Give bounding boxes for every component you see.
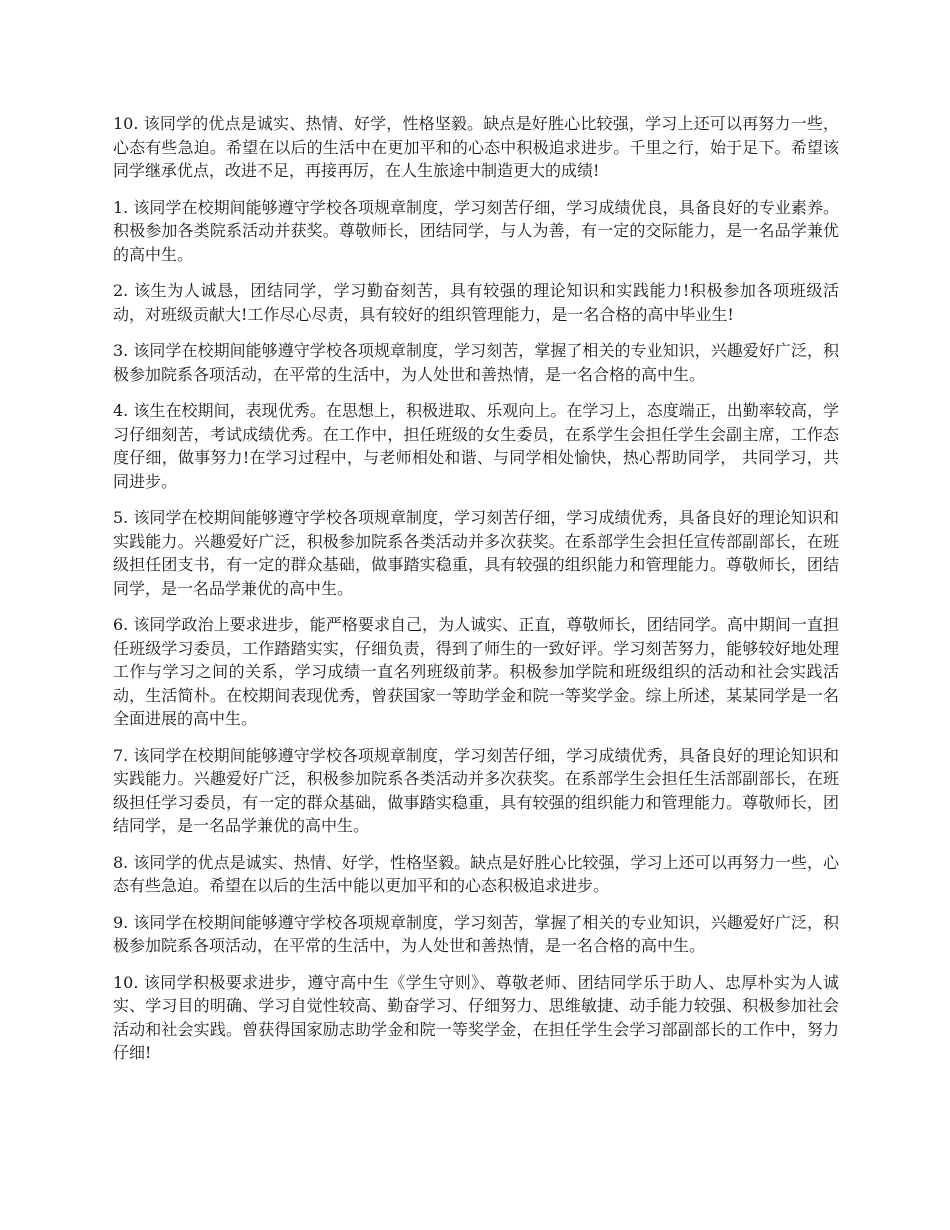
paragraph-1: 10. 该同学的优点是诚实、热情、好学，性格坚毅。缺点是好胜心比较强，学习上还可以再努力一些，心态有些急迫。希望在以后的生活中在更加平和的心态中积极追求进步。千里之行，始于足下。希望该同学继承优点，改进不足，再接再厉，在人生旅途中制造更大的成绩! [113,114,839,180]
paragraph-10: 9. 该同学在校期间能够遵守学校各项规章制度，学习刻苦，掌握了相关的专业知识，兴趣爱好广泛，积极参加院系各项活动，在平常的生活中，为人处世和善热情，是一名合格的高中生。 [113,912,839,955]
paragraph-7: 6. 该同学政治上要求进步，能严格要求自己，为人诚实、正直，尊敬师长，团结同学。高中期间一直担任班级学习委员，工作踏踏实实，仔细负责，得到了师生的一致好评。学习刻苦努力，能够较好地处理工作与学习之间的关系，学习成绩一直名列班级前茅。积极参加学院和班级组织的活动和社会实践活动，生活简朴。在校期间表现优秀，曾获国家一等助学金和院一等奖学金。综上所述，某某同学是一名全面进展的高中生。 [113,615,839,728]
paragraph-6: 5. 该同学在校期间能够遵守学校各项规章制度，学习刻苦仔细，学习成绩优秀，具备良好的理论知识和实践能力。兴趣爱好广泛，积极参加院系各类活动并多次获奖。在系部学生会担任宣传部副部长，在班级担任团支书，有一定的群众基础，做事踏实稳重，具有较强的组织能力和管理能力。尊敬师长，团结同学，是一名品学兼优的高中生。 [113,508,839,598]
paragraph-11: 10. 该同学积极要求进步，遵守高中生《学生守则》、尊敬老师、团结同学乐于助人、忠厚朴实为人诚实、学习目的明确、学习自觉性较高、勤奋学习、仔细努力、思维敏捷、动手能力较强、积极参加社会活动和社会实践。曾获得国家励志助学金和院一等奖学金，在担任学生会学习部副部长的工作中，努力仔细! [113,972,839,1062]
paragraph-3: 2. 该生为人诚恳，团结同学，学习勤奋刻苦，具有较强的理论知识和实践能力!积极参加各项班级活动，对班级贡献大!工作尽心尽责，具有较好的组织管理能力，是一名合格的高中毕业生! [113,281,839,324]
paragraph-5: 4. 该生在校期间，表现优秀。在思想上，积极进取、乐观向上。在学习上，态度端正，出勤率较高，学习仔细刻苦，考试成绩优秀。在工作中，担任班级的女生委员，在系学生会担任学生会副主席，工作态度仔细，做事努力!在学习过程中，与老师相处和谐、与同学相处愉快，热心帮助同学， 共同学习，共同进步。 [113,401,839,491]
paragraph-8: 7. 该同学在校期间能够遵守学校各项规章制度，学习刻苦仔细，学习成绩优秀，具备良好的理论知识和实践能力。兴趣爱好广泛，积极参加院系各类活动并多次获奖。在系部学生会担任生活部副部长，在班级担任学习委员，有一定的群众基础，做事踏实稳重，具有较强的组织能力和管理能力。尊敬师长，团结同学，是一名品学兼优的高中生。 [113,745,839,835]
paragraph-9: 8. 该同学的优点是诚实、热情、好学，性格坚毅。缺点是好胜心比较强，学习上还可以再努力一些，心态有些急迫。希望在以后的生活中能以更加平和的心态积极追求进步。 [113,852,839,895]
paragraph-4: 3. 该同学在校期间能够遵守学校各项规章制度，学习刻苦，掌握了相关的专业知识，兴趣爱好广泛，积极参加院系各项活动，在平常的生活中，为人处世和善热情，是一名合格的高中生。 [113,341,839,384]
document-page [113,112,839,1078]
paragraph-2: 1. 该同学在校期间能够遵守学校各项规章制度，学习刻苦仔细，学习成绩优良，具备良好的专业素养。积极参加各类院系活动并获奖。尊敬师长，团结同学，与人为善，有一定的交际能力，是一名品学兼优的高中生。 [113,197,839,264]
